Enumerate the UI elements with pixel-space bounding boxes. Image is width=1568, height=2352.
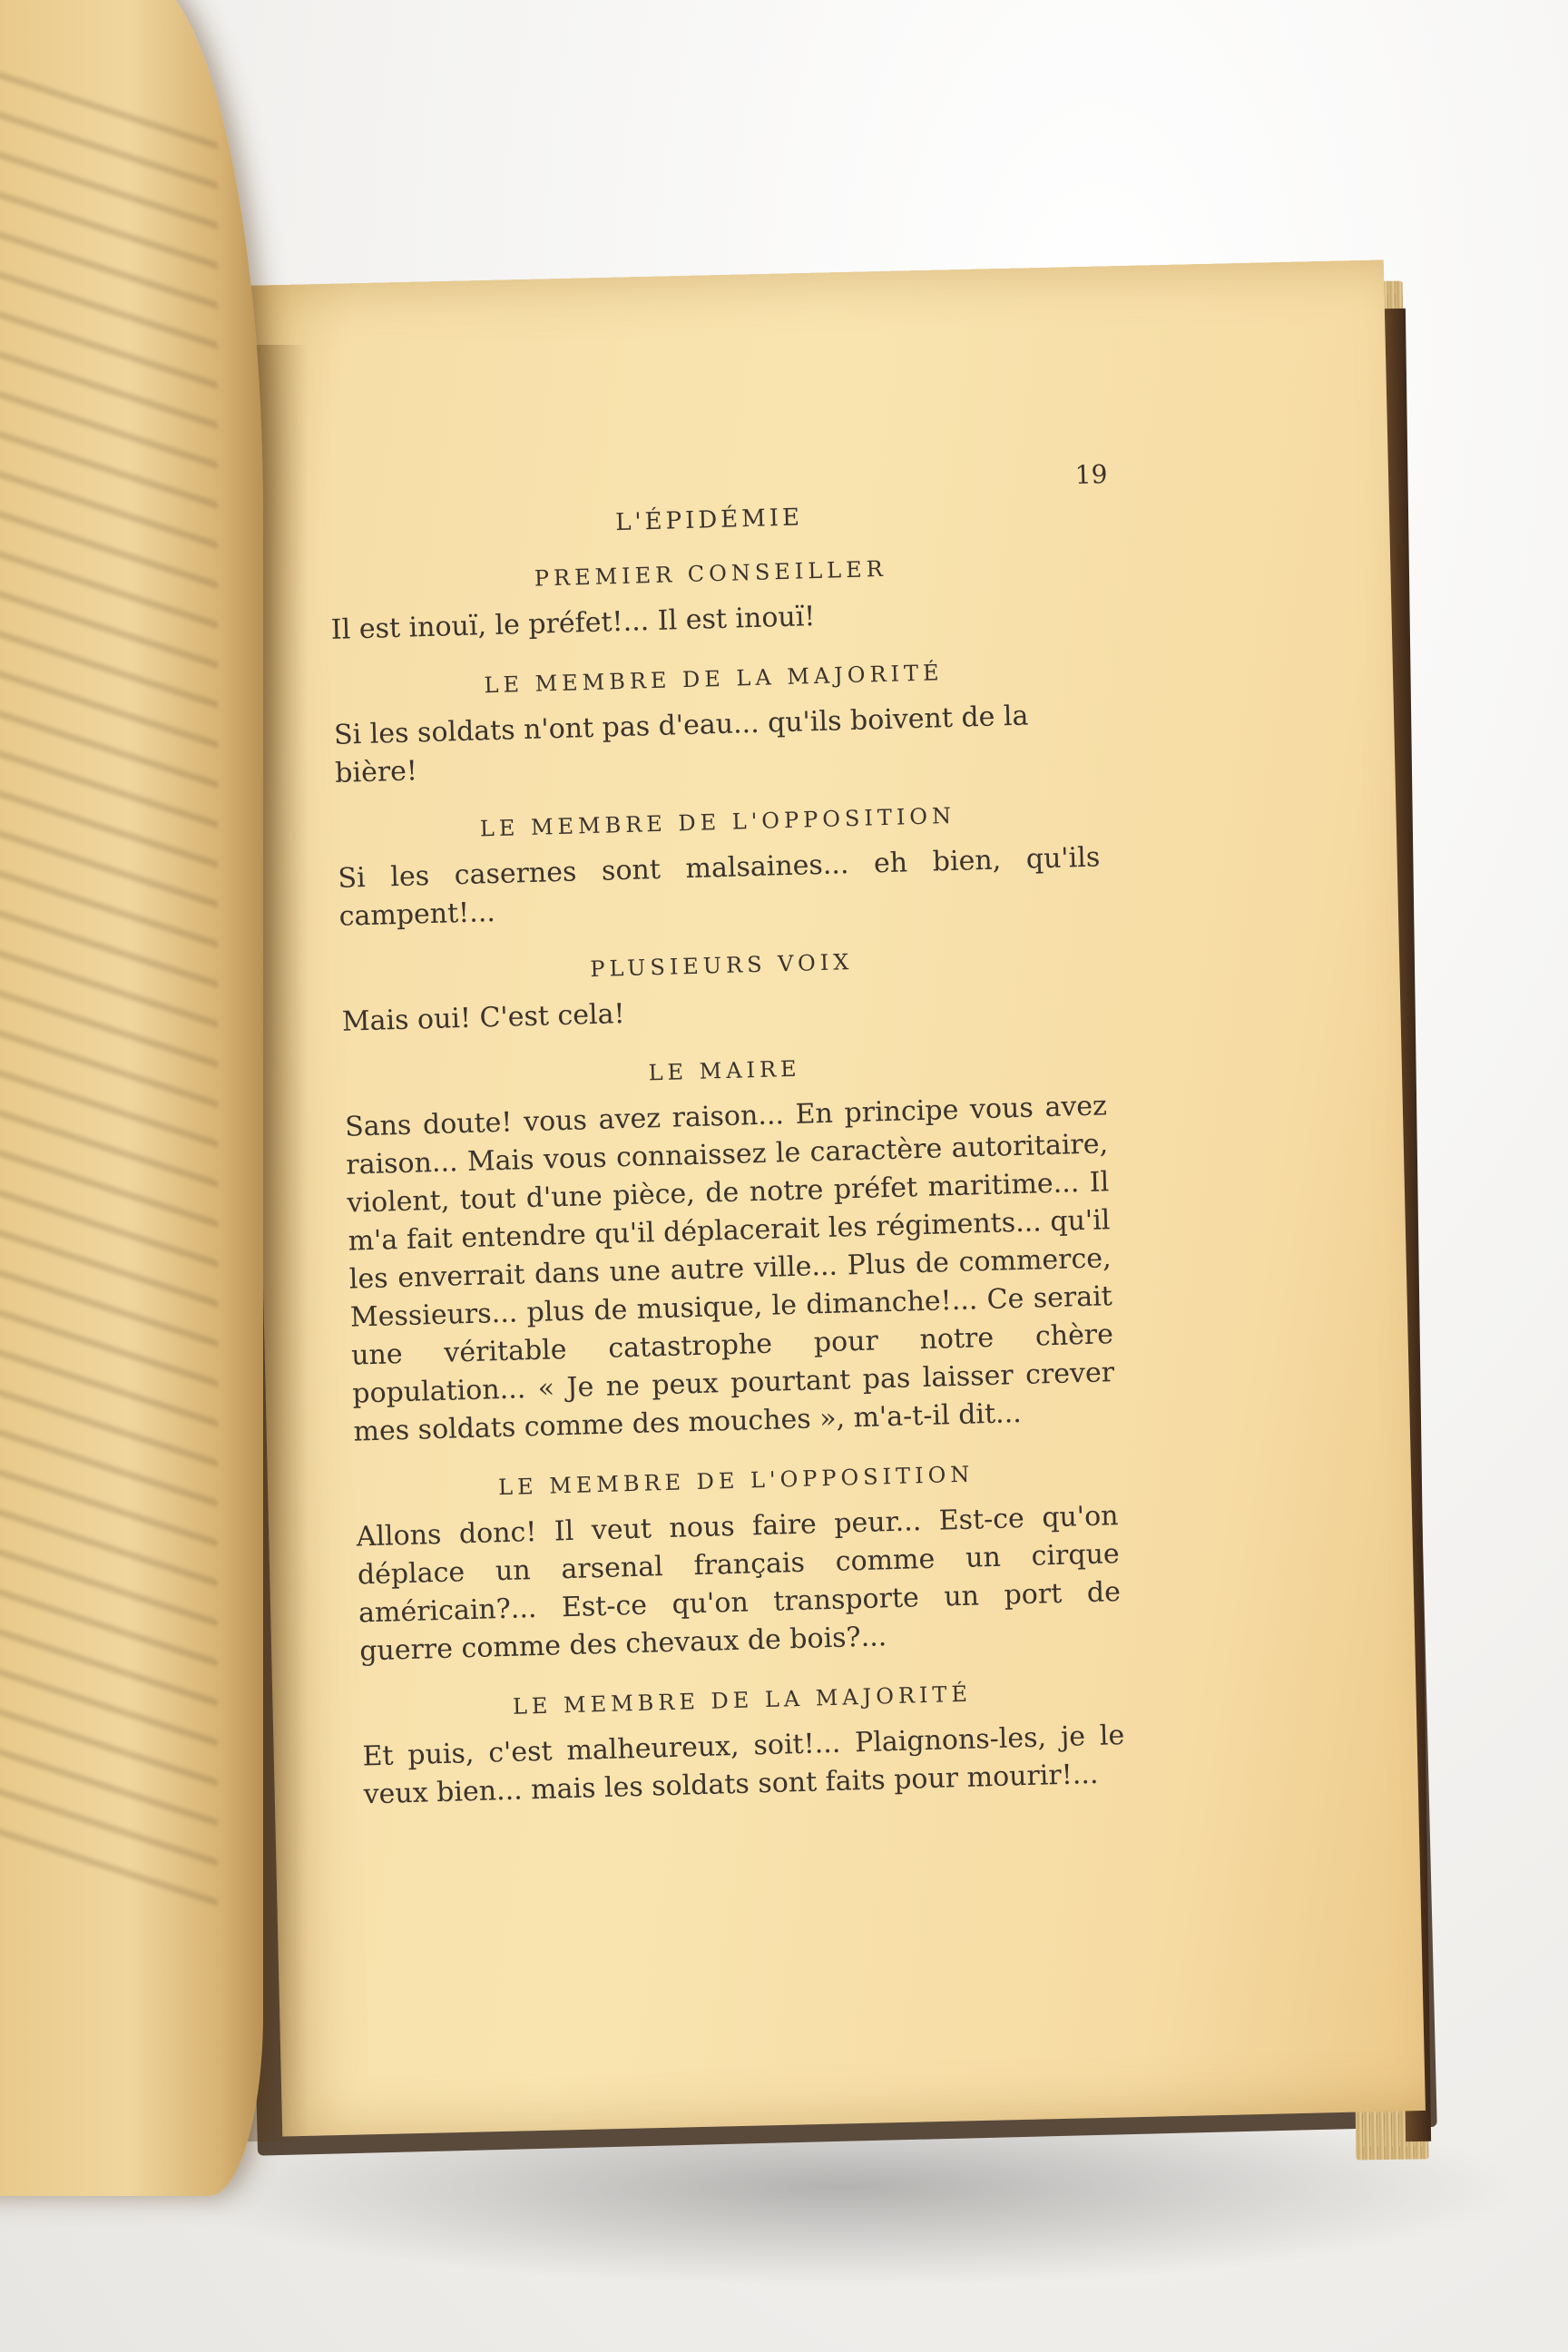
speech-text: Il est inouï, le préfet!... Il est inouï! (330, 601, 816, 646)
left-page-blurred-text (0, 42, 218, 1936)
speaker-name: PLUSIEURS VOIX (590, 949, 854, 983)
speech-text: Sans doute! vous avez raison... En principe vous avez raison... Mais vous connaissez le caractère autoritaire, violent, tout d'une pièce, de notre préfet maritime... Il m'a fait entendre qu'il déplacerait les régiments... qu'il les enverrait dans une autre ville... Plus de commerce, Messieurs... plus de musique, le dimanche!... Ce serait une véritable catastrophe pour notre chère population... « Je ne peux pourtant pas laisser crever mes soldats comme des mouches », m'a-t-il dit... (344, 1090, 1115, 1448)
page-number: 19 (1074, 458, 1108, 490)
dialogue-entry (337, 799, 1102, 936)
dialogue-entry (361, 1677, 1126, 1814)
dialogue-entry (355, 1457, 1122, 1671)
speech-text: Si les casernes sont malsaines... eh bien, qu'ils campent!... (338, 841, 1101, 933)
speaker-name: LE MEMBRE DE LA MAJORITÉ (512, 1681, 973, 1720)
speaker-name: PREMIER CONSEILLER (534, 555, 888, 592)
dialogue-entry (340, 942, 1104, 1041)
speaker-name: LE MEMBRE DE L'OPPOSITION (479, 802, 956, 842)
dialogue-entry (343, 1047, 1115, 1451)
speaker-name: LE MEMBRE DE LA MAJORITÉ (484, 660, 944, 699)
left-page-curled (0, 0, 263, 2196)
running-head: L'ÉPIDÉMIE (614, 504, 804, 537)
dialogue-entry (329, 551, 1093, 650)
speaker-name: LE MAIRE (648, 1055, 801, 1086)
page-text-block (327, 451, 1126, 1815)
speech-text: Et puis, c'est malheureux, soit!... Plaignons-les, je le veux bien... mais les soldats sont faits pour mourir!... (362, 1720, 1125, 1811)
speech-text: Si les soldats n'ont pas d'eau... qu'ils boivent de la bière! (333, 700, 1029, 789)
speech-text: Allons donc! Il veut nous faire peur... Est-ce qu'on déplace un arsenal français comme un cirque américain?... Est-ce qu'on transporte un port de guerre comme des chevaux de bois?... (356, 1500, 1122, 1668)
speech-text: Mais oui! C'est cela! (341, 998, 626, 1038)
speaker-name: LE MEMBRE DE L'OPPOSITION (497, 1461, 975, 1501)
dialogue-entry (332, 655, 1097, 792)
